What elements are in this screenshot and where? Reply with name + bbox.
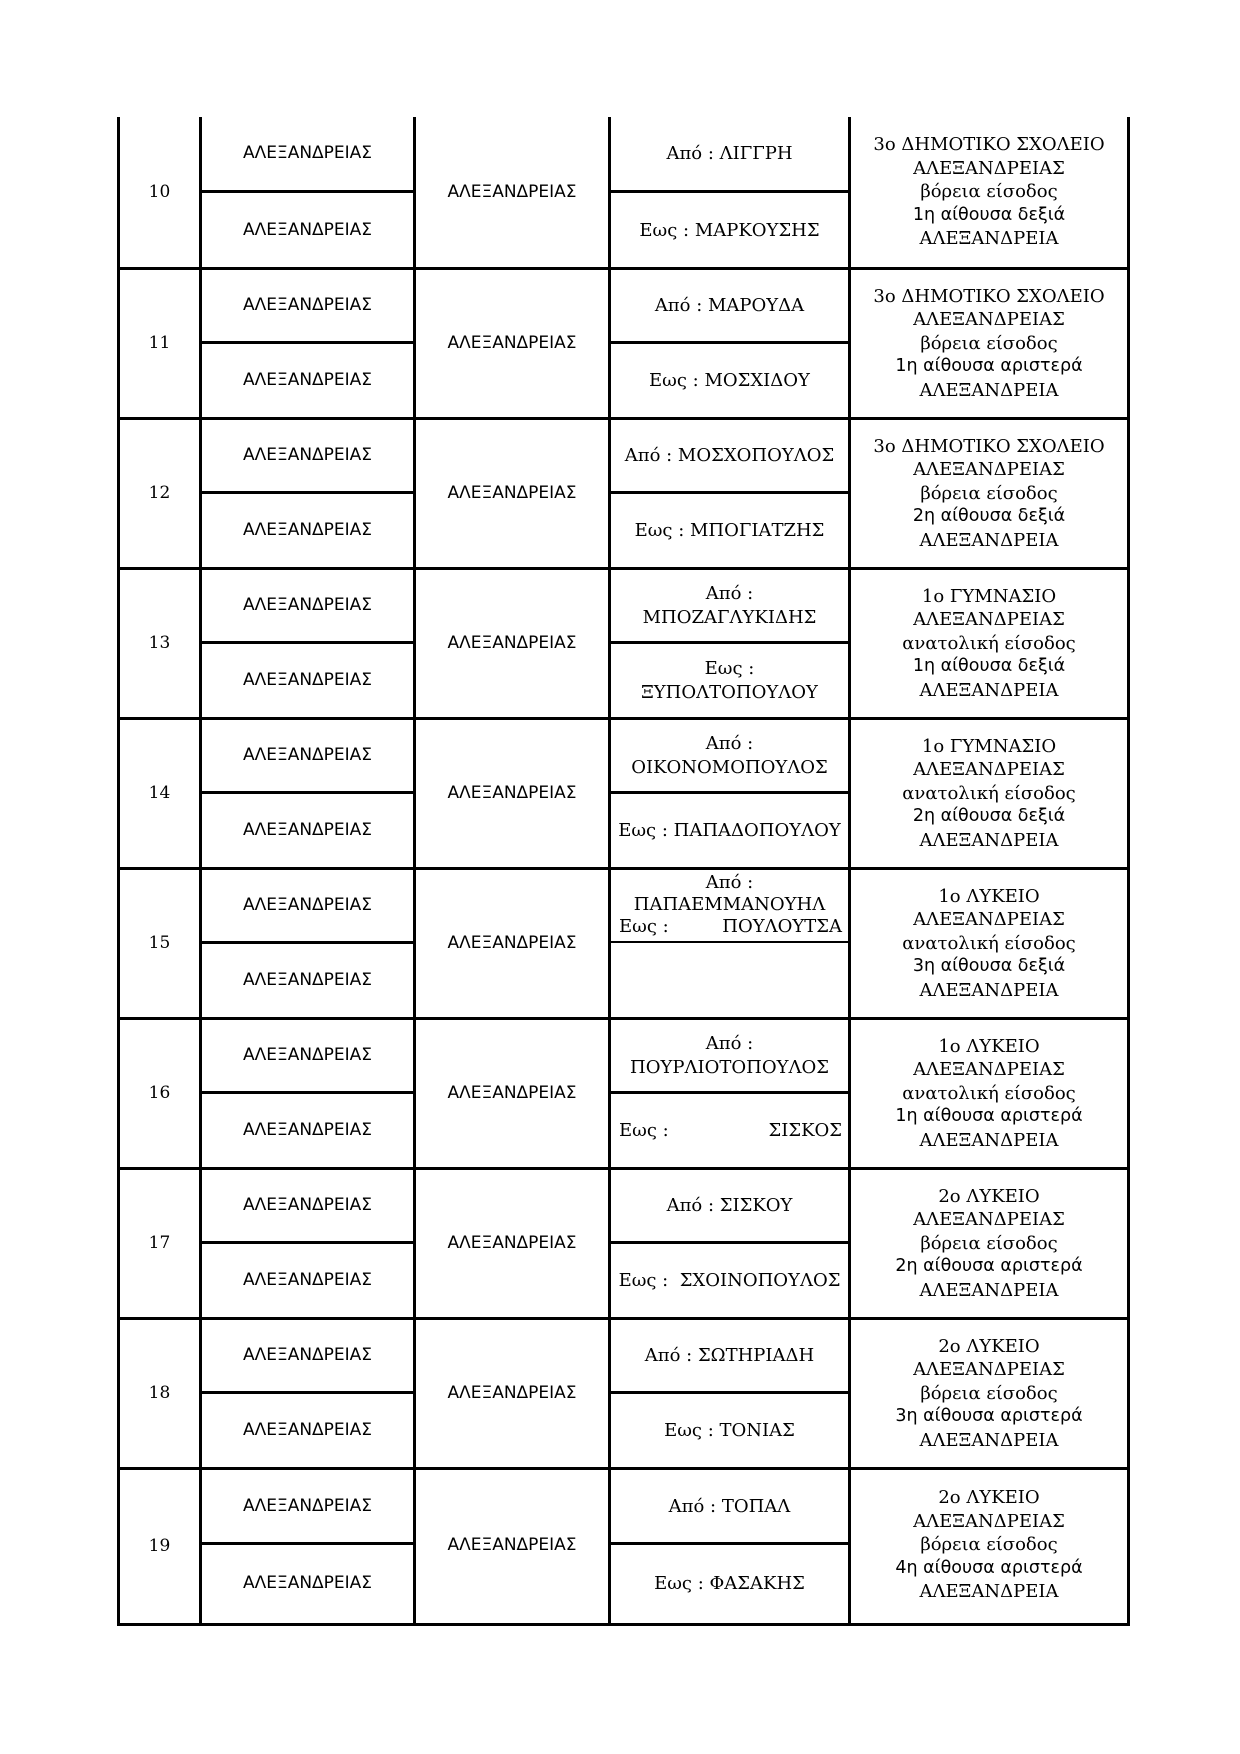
range-from: Από : ΣΙΣΚΟΥ — [666, 1195, 793, 1216]
place-line: ανατολική είσοδος — [902, 632, 1076, 654]
place-line: βόρεια είσοδος — [920, 1534, 1058, 1556]
station-number: 11 — [148, 333, 171, 353]
polling-stations-table — [117, 117, 1130, 1626]
municipality-top: ΑΛΕΞΑΝΔΡΕΙΑΣ — [242, 295, 373, 315]
municipality-top: ΑΛΕΞΑΝΔΡΕΙΑΣ — [242, 1495, 373, 1516]
table-row — [120, 1170, 1127, 1320]
place-line: 1η αίθουσα αριστερά — [895, 1106, 1083, 1127]
range-from-label: Από : — [705, 583, 754, 604]
polling-place — [851, 1470, 1127, 1620]
place-line: 1η αίθουσα αριστερά — [895, 356, 1083, 377]
municipality-top: ΑΛΕΞΑΝΔΡΕΙΑΣ — [242, 1345, 373, 1365]
place-line: 2η αίθουσα δεξιά — [912, 506, 1066, 527]
municipality: ΑΛΕΞΑΝΔΡΕΙΑΣ — [447, 181, 577, 202]
polling-place — [851, 720, 1127, 867]
place-line: ΑΛΕΞΑΝΔΡΕΙΑΣ — [913, 759, 1065, 781]
municipality-bottom: ΑΛΕΞΑΝΔΡΕΙΑΣ — [242, 1420, 373, 1440]
municipality-bottom: ΑΛΕΞΑΝΔΡΕΙΑΣ — [242, 1572, 373, 1593]
range-from-name: ΠΟΥΡΛΙΟΤΟΠΟΥΛΟΣ — [630, 1056, 829, 1078]
place-line: ΑΛΕΞΑΝΔΡΕΙΑ — [919, 1581, 1059, 1603]
station-number: 17 — [148, 1233, 171, 1253]
place-line: 2η αίθουσα δεξιά — [912, 806, 1066, 827]
municipality-top: ΑΛΕΞΑΝΔΡΕΙΑΣ — [242, 1195, 373, 1215]
polling-place — [851, 870, 1127, 1017]
place-line: 3η αίθουσα αριστερά — [895, 1406, 1083, 1427]
range-to — [611, 1094, 848, 1167]
table-row — [120, 117, 1127, 267]
range-from — [611, 570, 848, 641]
range-from: Από : ΤΟΠΑΛ — [668, 1495, 791, 1517]
range-from — [611, 720, 848, 791]
table-row — [120, 570, 1127, 720]
range-from-name: ΠΑΠΑΕΜΜΑΝΟΥΗΛ — [633, 894, 826, 915]
municipality-bottom: ΑΛΕΞΑΝΔΡΕΙΑΣ — [242, 670, 373, 690]
municipality: ΑΛΕΞΑΝΔΡΕΙΑΣ — [447, 783, 577, 803]
range-from: Από : ΛΙΓΓΡΗ — [666, 143, 793, 164]
place-line: ΑΛΕΞΑΝΔΡΕΙΑ — [919, 228, 1059, 250]
municipality-top: ΑΛΕΞΑΝΔΡΕΙΑΣ — [242, 445, 373, 465]
municipality-bottom: ΑΛΕΞΑΝΔΡΕΙΑΣ — [242, 370, 373, 390]
place-line: ΑΛΕΞΑΝΔΡΕΙΑΣ — [913, 1209, 1065, 1231]
range-to-name: ΣΙΣΚΟΣ — [768, 1120, 842, 1141]
place-line: ΑΛΕΞΑΝΔΡΕΙΑΣ — [913, 309, 1065, 331]
station-number: 19 — [148, 1536, 171, 1556]
range-from-name: ΟΙΚΟΝΟΜΟΠΟΥΛΟΣ — [631, 756, 828, 778]
range-to: Εως : ΜΠΟΓΙΑΤΖΗΣ — [634, 520, 825, 541]
municipality: ΑΛΕΞΑΝΔΡΕΙΑΣ — [447, 1383, 577, 1403]
polling-place — [851, 1320, 1127, 1467]
municipality-top: ΑΛΕΞΑΝΔΡΕΙΑΣ — [242, 143, 373, 163]
place-line: 3ο ΔΗΜΟΤΙΚΟ ΣΧΟΛΕΙΟ — [873, 285, 1105, 307]
place-line: ανατολική είσοδος — [902, 782, 1076, 804]
polling-place — [851, 270, 1127, 417]
range-from-to — [611, 870, 848, 941]
range-from — [611, 1020, 848, 1091]
range-to: Εως : ΜΟΣΧΙΔΟΥ — [649, 370, 810, 391]
table-row — [120, 1320, 1127, 1470]
station-number: 13 — [148, 633, 171, 653]
range-from-label: Από : — [705, 733, 754, 754]
table-row — [120, 270, 1127, 420]
range-to-name: ΞΥΠΟΛΤΟΠΟΥΛΟΥ — [641, 681, 818, 703]
range-to-label: Εως : — [619, 1120, 669, 1141]
range-from-label: Από : — [705, 1033, 754, 1054]
place-line: βόρεια είσοδος — [920, 181, 1058, 203]
place-line: 4η αίθουσα αριστερά — [895, 1557, 1083, 1578]
range-from: Από : ΜΑΡΟΥΔΑ — [654, 295, 805, 316]
range-to-label: Εως : — [619, 916, 669, 937]
range-to: Εως : ΤΟΝΙΑΣ — [664, 1420, 795, 1441]
range-from: Από : ΜΟΣΧΟΠΟΥΛΟΣ — [624, 445, 835, 466]
range-to — [611, 916, 848, 938]
table-row — [120, 420, 1127, 570]
place-line: 1η αίθουσα δεξιά — [912, 656, 1066, 677]
range-to: Εως : ΠΑΠΑΔΟΠΟΥΛΟΥ — [618, 820, 841, 841]
municipality-bottom: ΑΛΕΞΑΝΔΡΕΙΑΣ — [242, 820, 373, 840]
place-line: ΑΛΕΞΑΝΔΡΕΙΑΣ — [913, 1510, 1065, 1532]
municipality-top: ΑΛΕΞΑΝΔΡΕΙΑΣ — [242, 595, 373, 615]
station-number: 12 — [148, 483, 171, 503]
place-line: βόρεια είσοδος — [920, 1382, 1058, 1404]
place-line: ΑΛΕΞΑΝΔΡΕΙΑ — [919, 529, 1059, 551]
polling-place — [851, 570, 1127, 717]
place-line: ΑΛΕΞΑΝΔΡΕΙΑ — [919, 829, 1059, 851]
place-line: ΑΛΕΞΑΝΔΡΕΙΑ — [919, 1129, 1059, 1151]
place-line: βόρεια είσοδος — [920, 482, 1058, 504]
municipality-top: ΑΛΕΞΑΝΔΡΕΙΑΣ — [242, 745, 373, 765]
place-line: ΑΛΕΞΑΝΔΡΕΙΑΣ — [913, 1359, 1065, 1381]
place-line: βόρεια είσοδος — [920, 1232, 1058, 1254]
station-number: 18 — [148, 1383, 171, 1403]
place-line: ΑΛΕΞΑΝΔΡΕΙΑΣ — [913, 609, 1065, 631]
place-line: ΑΛΕΞΑΝΔΡΕΙΑΣ — [913, 157, 1065, 179]
range-from-name: ΜΠΟΖΑΓΛΥΚΙΔΗΣ — [642, 606, 817, 628]
station-number: 14 — [148, 783, 171, 803]
place-line: 2η αίθουσα αριστερά — [895, 1256, 1083, 1277]
municipality-bottom: ΑΛΕΞΑΝΔΡΕΙΑΣ — [242, 1120, 373, 1140]
range-to: Εως : ΣΧΟΙΝΟΠΟΥΛΟΣ — [618, 1270, 841, 1291]
municipality: ΑΛΕΞΑΝΔΡΕΙΑΣ — [447, 1083, 577, 1103]
place-line: 3ο ΔΗΜΟΤΙΚΟ ΣΧΟΛΕΙΟ — [873, 435, 1105, 457]
place-line: ΑΛΕΞΑΝΔΡΕΙΑΣ — [913, 909, 1065, 931]
range-from: Από : ΣΩΤΗΡΙΑΔΗ — [644, 1345, 815, 1366]
municipality: ΑΛΕΞΑΝΔΡΕΙΑΣ — [447, 933, 577, 953]
table-row — [120, 1470, 1127, 1623]
municipality-bottom: ΑΛΕΞΑΝΔΡΕΙΑΣ — [242, 520, 373, 540]
place-line: ΑΛΕΞΑΝΔΡΕΙΑ — [919, 1429, 1059, 1451]
table-row — [120, 1020, 1127, 1170]
municipality: ΑΛΕΞΑΝΔΡΕΙΑΣ — [447, 1233, 577, 1253]
range-to: Εως : ΜΑΡΚΟΥΣΗΣ — [639, 219, 820, 241]
place-line: 1ο ΓΥΜΝΑΣΙΟ — [921, 735, 1057, 757]
station-number: 10 — [148, 181, 171, 202]
range-empty — [611, 943, 848, 1017]
range-from-label: Από : — [705, 872, 754, 893]
municipality: ΑΛΕΞΑΝΔΡΕΙΑΣ — [447, 633, 577, 653]
range-to-label: Εως : — [704, 658, 755, 679]
range-to-name: ΠΟΥΛΟΥΤΣΑ — [722, 916, 842, 937]
place-line: 1ο ΛΥΚΕΙΟ — [938, 885, 1040, 907]
place-line: 1η αίθουσα δεξιά — [912, 204, 1066, 225]
polling-place — [851, 420, 1127, 567]
place-line: 3η αίθουσα δεξιά — [912, 956, 1066, 977]
station-number: 15 — [148, 933, 171, 953]
municipality-bottom: ΑΛΕΞΑΝΔΡΕΙΑΣ — [242, 1270, 373, 1290]
place-line: 2ο ΛΥΚΕΙΟ — [938, 1487, 1040, 1509]
polling-place — [851, 1020, 1127, 1167]
place-line: ανατολική είσοδος — [902, 932, 1076, 954]
municipality-bottom: ΑΛΕΞΑΝΔΡΕΙΑΣ — [242, 219, 373, 240]
place-line: 1ο ΓΥΜΝΑΣΙΟ — [921, 585, 1057, 607]
municipality-bottom: ΑΛΕΞΑΝΔΡΕΙΑΣ — [242, 970, 373, 990]
place-line: 2ο ΛΥΚΕΙΟ — [938, 1335, 1040, 1357]
table-row — [120, 870, 1127, 1020]
municipality: ΑΛΕΞΑΝΔΡΕΙΑΣ — [447, 333, 577, 353]
place-line: ΑΛΕΞΑΝΔΡΕΙΑ — [919, 379, 1059, 401]
municipality: ΑΛΕΞΑΝΔΡΕΙΑΣ — [447, 483, 577, 503]
place-line: ΑΛΕΞΑΝΔΡΕΙΑΣ — [913, 1059, 1065, 1081]
municipality-top: ΑΛΕΞΑΝΔΡΕΙΑΣ — [242, 1045, 373, 1065]
municipality: ΑΛΕΞΑΝΔΡΕΙΑΣ — [447, 1534, 577, 1555]
table-row — [120, 720, 1127, 870]
place-line: ΑΛΕΞΑΝΔΡΕΙΑ — [919, 679, 1059, 701]
place-line: 3ο ΔΗΜΟΤΙΚΟ ΣΧΟΛΕΙΟ — [873, 134, 1105, 156]
place-line: 1ο ΛΥΚΕΙΟ — [938, 1035, 1040, 1057]
range-to: Εως : ΦΑΣΑΚΗΣ — [654, 1572, 805, 1594]
place-line: ΑΛΕΞΑΝΔΡΕΙΑΣ — [913, 459, 1065, 481]
polling-place — [851, 117, 1127, 267]
municipality-top: ΑΛΕΞΑΝΔΡΕΙΑΣ — [242, 895, 373, 915]
place-line: 2ο ΛΥΚΕΙΟ — [938, 1185, 1040, 1207]
place-line: ΑΛΕΞΑΝΔΡΕΙΑ — [919, 1279, 1059, 1301]
place-line: βόρεια είσοδος — [920, 332, 1058, 354]
range-to — [611, 644, 848, 717]
polling-place — [851, 1170, 1127, 1317]
station-number: 16 — [148, 1083, 171, 1103]
place-line: ανατολική είσοδος — [902, 1082, 1076, 1104]
place-line: ΑΛΕΞΑΝΔΡΕΙΑ — [919, 979, 1059, 1001]
